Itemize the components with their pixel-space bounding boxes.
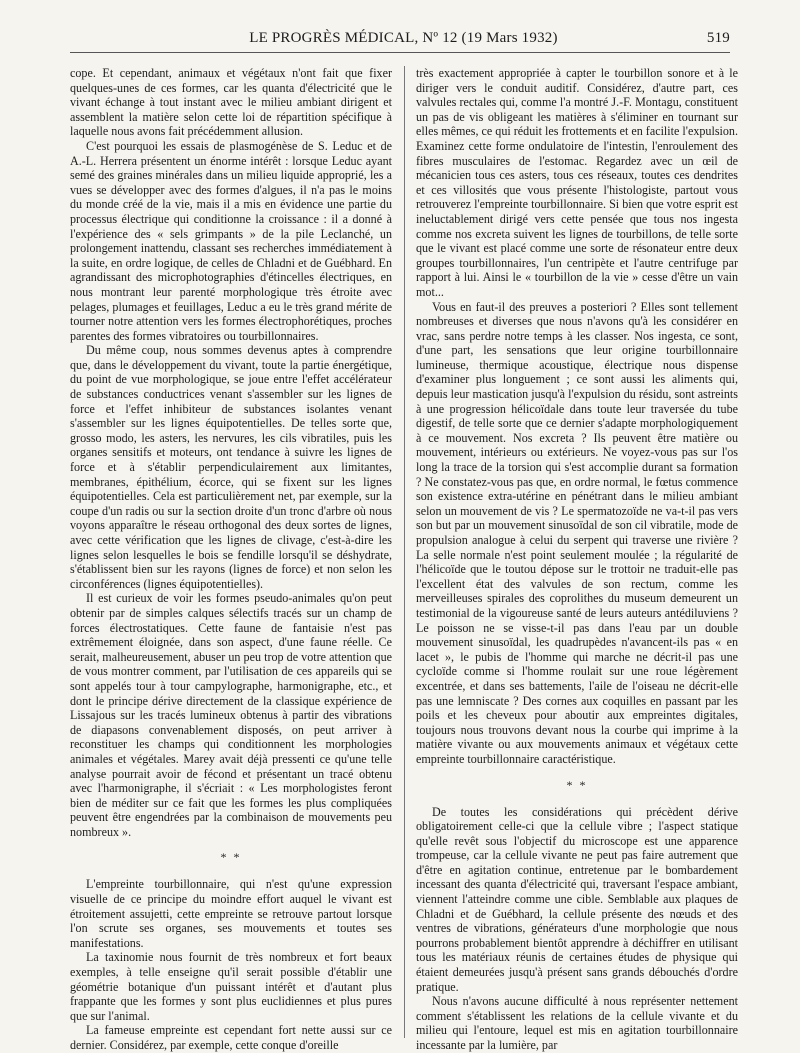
right-column bbox=[416, 66, 738, 1052]
paragraph: C'est pourquoi les essais de plasmogénèse de S. Leduc et de A.-L. Herrera présentent un énorme intérêt : lorsque Leduc ayant semé des graines minérales dans un milieu liquide approprié, les a vues se développer avec des formes d'algues, il n'a pas le moins du monde créé de la vie, mais il a mis en évidence une partie du processus électrique qui conditionne la croissance : il a donné à l'expérience des « sels grimpants » de la pile Leclanché, un prolongement inattendu, classant ses recherches immédiatement à la suite, en ordre logique, de celles de Chladni et de Guébhard. En agrandissant des microphotographies d'étincelles électriques, en nous montrant leur parenté morphologique très étroite avec pelages, plumages et feuillages, Leduc a eu le très grand mérite de tourner notre attention vers les formes électrophorétiques, proches parentes des formes vibratoires ou tourbillonnaires. bbox=[70, 138, 392, 343]
journal-title: LE PROGRÈS MÉDICAL, Nº 12 (19 Mars 1932) bbox=[249, 29, 558, 46]
running-header bbox=[70, 24, 730, 53]
two-column-body bbox=[70, 66, 738, 1052]
paragraph: Vous en faut-il des preuves a posteriori ? Elles sont tellement nombreuses et diverses que nous n'avons qu'à les considérer en vrac, sans perdre notre temps à les classer. Nos ingesta, ce sont, d'une part, les sensations que leur origine tourbillonnaire lumineuse, thermique acoustique, électrique nous dispense d'examiner plus longuement ; ce sont aussi les aliments qui, depuis leur mastication jusqu'à l'expulsion du résidu, sont astreints à une progression hélicoïdale dans toute leur traversée du tube digestif, de telle sorte que ce dernier s'adapte morphologiquement à ce mouvement. Nos excreta ? Ils peuvent être matière ou mouvement, intérieurs ou extérieurs. Ne voyez-vous pas sur l'os long la trace de la torsion qui s'est accomplie durant sa formation ? Ne constatez-vous pas que, en ordre normal, le fœtus commence son existence extra-utérine en pénétrant dans le milieu ambiant selon un mouvement de vis ? Le spermatozoïde ne va-t-il pas vers son but par un mouvement sinusoïdal de son cil vibratile, mode de propulsion analogue à celui du serpent qui traverse une rivière ? La selle normale n'est point seulement moulée ; la régularité de l'hélicoïde que le toutou dépose sur le trottoir ne traduit-elle pas l'excellent état des valvules de son rectum, comme les merveilleuses spirales des coprolithes du museum demeurent un testimonial de la vigoureuse santé de leurs auteurs antédiluviens ? Le poisson ne se visse-t-il pas dans l'eau par un double mouvement sinusoïdal, les quadrupèdes n'avancent-ils pas « en lacet », le pubis de l'homme qui marche ne décrit-il pas une cycloïde comme si l'homme roulait sur une roue légèrement excentrée, et dans ses battements, l'aile de l'oiseau ne décrit-elle pas une lemniscate ? Des cornes aux coquilles en passant par les poils et les cheveux pour aboutir aux empreintes digitales, toujours nous trouvons devant nous la courbe qui imprime à la matière vivante ou aux mouvements animaux et végétaux cette empreinte tourbillonnaire caractéristique. bbox=[416, 299, 738, 766]
paragraph: L'empreinte tourbillonnaire, qui n'est qu'une expression visuelle de ce principe du moindre effort auquel le vivant est étroitement assujetti, cette empreinte se retrouve partout lorsque l'on scrute ses organes, ses mouvements et toutes ses manifestations. bbox=[70, 877, 392, 950]
section-separator: * * bbox=[220, 850, 242, 865]
paragraph: cope. Et cependant, animaux et végétaux n'ont fait que fixer quelques-unes de ces formes, car les quanta d'électricité que le vivant échange à tout instant avec le milieu ambiant dirigent et assemblent la matière selon cette loi de répartition spécifique à laquelle nous avons fait précédemment allusion. bbox=[70, 66, 392, 139]
paragraph: Nous n'avons aucune difficulté à nous représenter nettement comment s'établissent les relations de la cellule vivante et du milieu qui l'entoure, lequel est mis en agitation tourbillonnaire incessante par la lumière, par bbox=[416, 994, 738, 1052]
paragraph: très exactement appropriée à capter le tourbillon sonore et à le diriger vers le conduit auditif. Considérez, d'autre part, ces valvules rectales qui, comme l'a montré J.-F. Montagu, constituent un pas de vis obligeant les matières à s'éliminer en tournant sur elles mêmes, ce qui réduit les frottements et en facilite l'expulsion. Examinez cette forme ondulatoire de l'intestin, l'enroulement des fibres musculaires de l'estomac. Regardez avec un œil de mécanicien tous ces asters, tous ces réseaux, toutes ces dendrites et ces villosités que vous présente l'histologiste, partout vous retrouverez l'empreinte tourbillonnaire. Si bien que votre esprit est ineluctablement dirigé vers cette pensée que tous nos ingesta comme nos excreta suivent les lignes de tourbillons, de telle sorte que le vivant est placé comme une sorte de résonateur entre deux groupes tourbillonnaires, l'un centripète et l'autre centrifuge par rapport à lui. Ainsi le « tourbillon de la vie » cesse d'être un vain mot... bbox=[416, 66, 738, 299]
section-separator: * * bbox=[566, 777, 588, 792]
paragraph: La fameuse empreinte est cependant fort nette aussi sur ce dernier. Considérez, par exemple, cette conque d'oreille bbox=[70, 1023, 392, 1052]
left-column bbox=[70, 66, 392, 1052]
column-rule bbox=[404, 66, 405, 1038]
paragraph: De toutes les considérations qui précèdent dérive obligatoirement celle-ci que la cellule vibre ; l'aspect statique qu'elle revêt sous l'objectif du microscope est une apparence trompeuse, car la cellule vivante ne peut pas faire autrement que d'être en agitation continue, entretenue par le bombardement incessant des quanta d'électricité qui, traversant l'espace ambiant, viennent l'atteindre comme une cible. Semblable aux plaques de Chladni et de Guébhard, la cellule présente des nœuds et des ventres de vibrations, générateurs d'une morphologie que nous pourrons probablement bientôt apprendre à déchiffrer en utilisant tous les matériaux réunis de certaines études de physique qui étaient demeurées jusqu'à présent sans grands débouchés d'ordre pratique. bbox=[416, 804, 738, 994]
paragraph: Il est curieux de voir les formes pseudo-animales qu'on peut obtenir par de simples calques sélectifs tracés sur un champ de forces électrostatiques. Cette faune de fantaisie n'est pas extrêmement éloignée, dans son aspect, d'une faune réelle. Ce serait, malheureusement, abuser un peu trop de votre attention que de vous montrer comment, par l'utilisation de ces appareils qui se sont appelés tour à tour campylographe, harmonigraphe, etc., et dont le principe dérive directement de la classique expérience de Lissajous sur les tracés lumineux obtenus à partir des vibrations de diapasons convenablement disposés, on peut arriver à reconstituer les champs qui conditionnent les morphologies animales et végétales. Marey avait déjà pressenti ce qu'une telle analyse pourrait avoir de fécond et présentant un tracé obtenu avec l'harmonigraphe, il s'écriait : « Les morphologistes feront bien de méditer sur ce fait que les formes les plus compliquées peuvent être engendrées par la combinaison de mouvements peu nombreux ». bbox=[70, 591, 392, 839]
paragraph: La taxinomie nous fournit de très nombreux et fort beaux exemples, à telle enseigne qu'il serait possible d'établir une géométrie botanique d'un puissant intérêt et d'autant plus frappante que les formes y sont plus euclidiennes et plus pures que sur l'animal. bbox=[70, 950, 392, 1023]
paragraph: Du même coup, nous sommes devenus aptes à comprendre que, dans le développement du vivant, toute la partie énergétique, du point de vue morphologique, se joue entre l'effet accélérateur de substances conductrices venant s'assembler sur les lignes de force et l'effet inhibiteur de substances isolantes venant s'assembler sur les lignes équipotentielles. De telles sorte que, grosso modo, les asters, les nervures, les cils vibratiles, puis les organes sensitifs et moteurs, ont tendance à suivre les lignes de force et à s'établir perpendiculairement aux limitantes, membranes, épithélium, écorce, qui se fixent sur les lignes équipotentielles. Cela est particulièrement net, par exemple, sur la coupe d'un radis ou sur la section droite d'un tronc d'arbre où nous voyons apparaître le réseau orthogonal des deux sortes de lignes, avec cette vérification que les lignes de clivage, c'est-à-dire les lignes selon lesquelles le bois se fendille lorsqu'il se déshydrate, s'établissent bien sur les rayons (lignes de force) et non selon les circonférences (lignes équipotentielles). bbox=[70, 343, 392, 591]
page-number: 519 bbox=[706, 29, 730, 46]
